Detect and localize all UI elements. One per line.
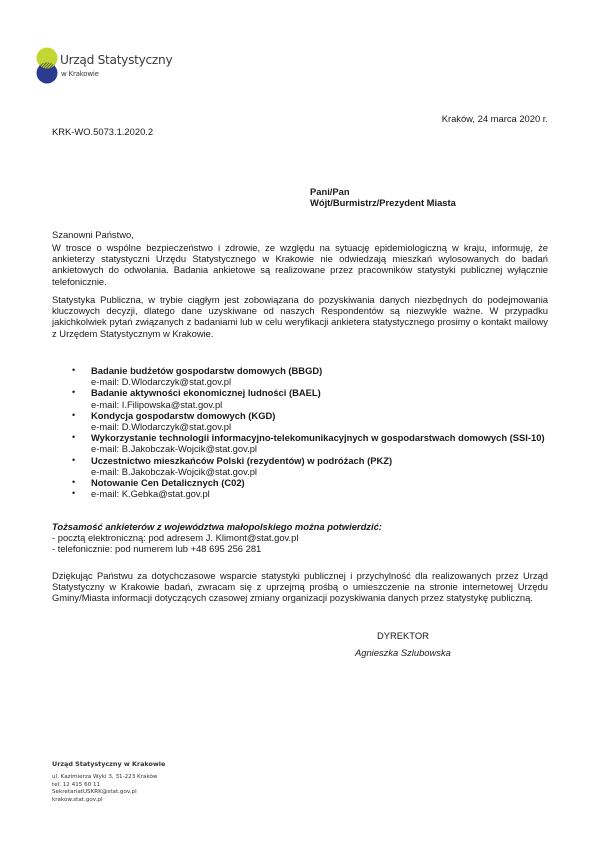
logo-icon <box>36 47 58 85</box>
survey-item <box>72 410 552 432</box>
bullet-icon: • <box>72 365 76 375</box>
bullet-icon: • <box>72 454 76 465</box>
survey-email[interactable]: e-mail: I.Filipowska@stat.gov.pl <box>91 398 223 410</box>
paragraph-3: Dziękując Państwu za dotychczasowe wsparcie statystyki publicznej i przychylność dla realizowanych przez Urząd Statystyczny w Krakowie badań, zwracam się z uprzejmą prośbą o umieszczenie na stronie internetowej Urzędu Gminy/Miasta informacji dotyczących czasowej zmiany organizacji pozyskiwania danych przez statystykę publiczną. <box>52 570 548 604</box>
bullet-icon: • <box>72 488 76 499</box>
bullet-icon: • <box>72 432 76 443</box>
signature-name: Agnieszka Szlubowska <box>355 647 451 658</box>
footer-org: Urząd Statystyczny w Krakowie <box>52 760 166 768</box>
survey-item <box>72 387 552 409</box>
logo-org-name: Urząd Statystyczny <box>60 53 173 67</box>
addressee-line-2: Wójt/Burmistrz/Prezydent Miasta <box>310 197 456 209</box>
footer-address: ul. Kazimierza Wyki 3, 31-223 Kraków <box>52 774 158 780</box>
survey-name: Badanie budżetów gospodarstw domowych (BBGD) <box>91 365 323 376</box>
footer-phone: tel. 12 415 60 11 <box>52 781 101 788</box>
footer-website[interactable]: krakow.stat.gov.pl <box>52 796 103 803</box>
signature-title: DYREKTOR <box>377 630 429 641</box>
survey-item <box>72 432 552 454</box>
bullet-icon: • <box>72 387 76 398</box>
paragraph-2: Statystyka Publiczna, w trybie ciągłym jest zobowiązana do pozyskiwania danych niezbędnych do podejmowania kluczowych decyzji, dlatego dane uzyskiwane od naszych Respondentów są niezwykle ważne. W przypadku jakichkolwiek pytań związanych z badaniami lub w celu weryfikacji ankietera statystycznego prosimy o kontakt mailowy z Urzędem Statystycznym w Krakowie. <box>52 294 548 339</box>
verification-phone[interactable]: - telefonicznie: pod numerem lub +48 695 256 281 <box>52 543 262 555</box>
paragraph-1: W trosce o wspólne bezpieczeństwo i zdrowie, ze względu na sytuację epidemiologiczną w kraju, informuję, że ankieterzy statystyczni Urzędu Statystycznego w Krakowie nie odwiedzają mieszkań wylosowanych do badań ankietowych do odwołania. Badania ankietowe są realizowane przez pracowników statystyki publicznej wyłącznie telefonicznie. <box>52 242 548 287</box>
survey-name: Notowanie Cen Detalicznych (C02) <box>91 477 245 489</box>
survey-item <box>72 488 552 499</box>
verification-email[interactable]: - pocztą elektroniczną: pod adresem J. Klimont@stat.gov.pl <box>52 532 299 544</box>
survey-name: Uczestnictwo mieszkańców Polski (rezydentów) w podróżach (PKZ) <box>91 454 393 466</box>
addressee <box>310 186 456 208</box>
survey-email[interactable]: e-mail: B.Jakobczak-Wojcik@stat.gov.pl <box>91 443 257 455</box>
survey-email[interactable]: e-mail: B.Jakobczak-Wojcik@stat.gov.pl <box>91 465 257 477</box>
verification-heading: Tożsamość ankieterów z województwa małopolskiego można potwierdzić: <box>52 521 382 532</box>
reference-number: KRK-WO.5073.1.2020.2 <box>52 126 154 137</box>
survey-name: Badanie aktywności ekonomicznej ludności (BAEL) <box>91 387 321 399</box>
bullet-icon: • <box>72 477 76 488</box>
survey-item <box>72 365 552 387</box>
survey-name: Wykorzystanie technologii informacyjno-telekomunikacyjnych w gospodarstwach domowych (SSI-10) <box>91 432 545 444</box>
footer <box>52 760 252 804</box>
survey-item <box>72 455 552 477</box>
logo-org-location: w Krakowie <box>61 70 99 78</box>
letter-date: Kraków, 24 marca 2020 r. <box>441 113 548 124</box>
survey-list <box>72 365 552 499</box>
greeting: Szanowni Państwo, <box>52 229 134 240</box>
survey-email[interactable]: e-mail: D.Wlodarczyk@stat.gov.pl <box>91 376 232 388</box>
bullet-icon: • <box>72 409 76 420</box>
survey-email[interactable]: e-mail: D.Wlodarczyk@stat.gov.pl <box>91 421 232 433</box>
footer-email[interactable]: SekretariatUSKRK@stat.gov.pl <box>52 789 137 796</box>
addressee-line-1: Pani/Pan <box>310 186 350 197</box>
survey-item <box>72 477 552 488</box>
survey-email[interactable]: e-mail: K.Gebka@stat.gov.pl <box>91 488 210 500</box>
verification-section <box>52 521 532 555</box>
survey-name: Kondycja gospodarstw domowych (KGD) <box>91 409 276 421</box>
